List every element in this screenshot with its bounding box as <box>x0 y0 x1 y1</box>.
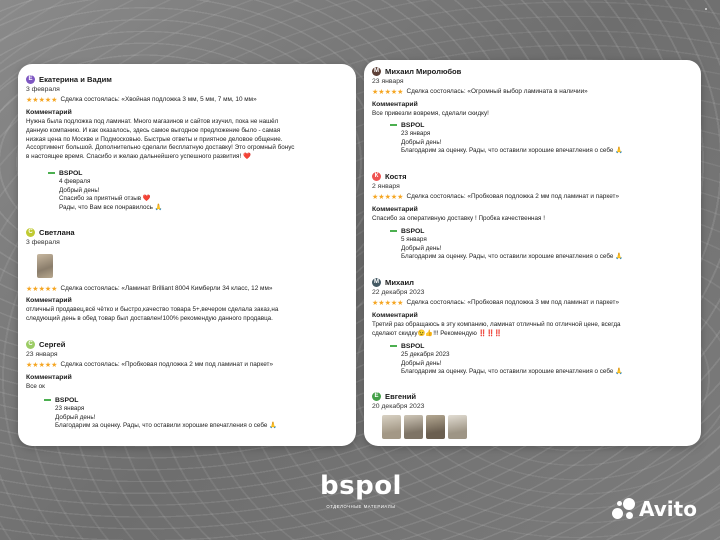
rating-stars: ★★★★★ <box>372 88 404 96</box>
reply-line: Добрый день! <box>55 413 96 421</box>
review-photo[interactable] <box>382 415 401 439</box>
seller-reply <box>390 120 623 156</box>
review-author[interactable]: Екатерина и Вадим <box>39 74 112 84</box>
review-author[interactable]: Михаил <box>385 277 414 287</box>
seller-reply <box>48 168 163 212</box>
reply-line: Добрый день! <box>401 138 442 146</box>
seller-reply <box>390 341 623 377</box>
reply-line: Благодарим за оценку. Рады, что оставили хорошие впечатления о себе 🙏 <box>401 253 623 261</box>
review-author[interactable]: Светлана <box>39 227 75 237</box>
avito-wordmark: Avito <box>639 497 697 521</box>
review-date: 23 января <box>26 351 58 358</box>
review-date: 3 февраля <box>26 86 60 93</box>
brand-logo: bspol <box>320 471 402 501</box>
deal-text[interactable]: Сделка состоялась: «Огромный выбор ламината в наличии» <box>406 88 588 95</box>
comment-line: в настоящее время. Спасибо и желаю дальнейшего успешного развития! ❤️ <box>26 153 251 161</box>
review-body <box>26 283 348 324</box>
comment-label: Комментарий <box>372 101 418 108</box>
review-item <box>372 390 693 411</box>
avatar[interactable]: М <box>374 279 379 285</box>
comment-label: Комментарий <box>372 312 418 319</box>
comment-label: Комментарий <box>26 374 72 381</box>
deal-text[interactable]: Сделка состоялась: «Пробковая подложка 2 мм под ламинат и паркет» <box>406 193 620 200</box>
comment-line: Все ок <box>26 383 45 390</box>
reply-author: BSPOL <box>401 227 425 235</box>
comment-line: отличный продавец,всё чётко и быстро,качество товара 5+,вечером сделала заказ,на <box>26 306 279 313</box>
rating-stars: ★★★★★ <box>26 285 58 293</box>
review-item <box>26 226 348 247</box>
avatar[interactable]: Е <box>26 75 35 84</box>
reply-date: 23 января <box>55 405 85 412</box>
comment-label: Комментарий <box>26 109 72 116</box>
reply-line: Благодарим за оценку. Рады, что оставили хорошие впечатления о себе 🙏 <box>401 147 623 155</box>
reply-line: Рады, что Вам все понравилось 🙏 <box>59 203 163 211</box>
review-date: 23 января <box>372 78 404 85</box>
comment-line: Нужна была подложка под ламинат. Много магазинов и сайтов изучил, пока не нашёл <box>26 118 279 125</box>
corner-dot <box>705 8 707 10</box>
brand-tagline: ОТДЕЛОЧНЫЕ МАТЕРИАЛЫ <box>326 504 396 509</box>
reply-date: 5 января <box>401 236 427 243</box>
comment-line: Третий раз обращаюсь в эту компанию, ламинат отличный по отличной цене, всегда <box>372 321 621 328</box>
avatar[interactable]: К <box>372 172 381 181</box>
avatar[interactable]: С <box>26 340 35 349</box>
reply-date: 25 декабря 2023 <box>401 351 450 358</box>
review-item <box>26 73 348 162</box>
reply-line: Благодарим за оценку. Рады, что оставили хорошие впечатления о себе 🙏 <box>401 368 623 376</box>
review-item <box>372 170 693 224</box>
comment-line: низкая цена по Москве и Подмосковью. Быстрые ответы и приятное деловое общение. <box>26 135 283 143</box>
reply-date: 23 января <box>401 130 431 137</box>
reply-indicator <box>390 230 397 232</box>
review-date: 22 декабря 2023 <box>372 289 425 296</box>
comment-label: Комментарий <box>26 297 72 304</box>
review-item <box>372 65 693 119</box>
deal-text[interactable]: Сделка состоялась: «Ламинат Brilliant 8004 Кимберли 34 класс, 12 мм» <box>60 285 273 292</box>
reviews-card-left <box>18 64 356 446</box>
reply-indicator <box>44 399 51 401</box>
avito-watermark <box>612 497 697 521</box>
review-photo[interactable] <box>404 415 423 439</box>
reply-line: Спасибо за приятный отзыв ❤️ <box>59 195 151 203</box>
reply-line: Добрый день! <box>59 186 100 194</box>
avatar[interactable]: М <box>374 68 379 74</box>
reply-line: Добрый день! <box>401 359 442 367</box>
comment-label: Комментарий <box>372 206 418 213</box>
comment-line: данную компанию. И как оказалось, здесь самое выгодное предложение было - самая <box>26 126 281 134</box>
comment-line: Ассортимент большой. Дополнительно сделали бесплатную доставку! Это огромный бонус <box>26 144 295 152</box>
comment-line: Все привезли вовремя, сделали скидку! <box>372 110 489 117</box>
review-item <box>372 276 693 339</box>
review-item <box>26 338 348 392</box>
rating-stars: ★★★★★ <box>26 96 58 104</box>
comment-line: следующий день в обед товар был доставлен!100% рекомендую данного продавца. <box>26 314 273 322</box>
review-date: 3 февраля <box>26 239 60 246</box>
rating-stars: ★★★★★ <box>26 361 58 369</box>
reply-author: BSPOL <box>59 169 83 177</box>
deal-text[interactable]: Сделка состоялась: «Пробковая подложка 2 мм под ламинат и паркет» <box>60 361 274 368</box>
review-author[interactable]: Сергей <box>39 339 66 349</box>
rating-stars: ★★★★★ <box>372 193 404 201</box>
review-author[interactable]: Михаил Миролюбов <box>385 66 462 76</box>
avatar[interactable]: Е <box>372 392 381 401</box>
reply-author: BSPOL <box>401 121 425 129</box>
comment-line: Спасибо за оперативную доставку ! Пробка качественная ! <box>372 215 545 222</box>
review-date: 20 декабря 2023 <box>372 403 425 410</box>
reply-line: Благодарим за оценку. Рады, что оставили хорошие впечатления о себе 🙏 <box>55 422 277 430</box>
deal-text[interactable]: Сделка состоялась: «Хвойная подложка 3 мм, 5 мм, 7 мм, 10 мм» <box>60 96 257 103</box>
avatar[interactable]: С <box>26 228 35 237</box>
reply-indicator <box>390 124 397 126</box>
rating-stars: ★★★★★ <box>372 299 404 307</box>
comment-line: сделают скидку😉👍!!! Рекомендую ‼️‼️‼️ <box>372 329 503 337</box>
reply-indicator <box>48 172 55 174</box>
reply-author: BSPOL <box>55 396 79 404</box>
review-date: 2 января <box>372 183 400 190</box>
review-photo[interactable] <box>426 415 445 439</box>
reply-line: Добрый день! <box>401 244 442 252</box>
deal-text[interactable]: Сделка состоялась: «Пробковая подложка 3 мм под ламинат и паркет» <box>406 299 620 306</box>
review-photo[interactable] <box>37 254 53 278</box>
avito-logo-icon <box>612 498 636 520</box>
reviews-card-right <box>364 60 701 446</box>
review-photos <box>382 415 467 439</box>
seller-reply <box>390 226 623 262</box>
review-photo[interactable] <box>448 415 467 439</box>
review-author[interactable]: Костя <box>385 171 407 181</box>
review-author[interactable]: Евгений <box>385 391 417 401</box>
reply-indicator <box>390 345 397 347</box>
seller-reply <box>44 395 277 431</box>
reply-date: 4 февраля <box>59 178 91 185</box>
reply-author: BSPOL <box>401 342 425 350</box>
